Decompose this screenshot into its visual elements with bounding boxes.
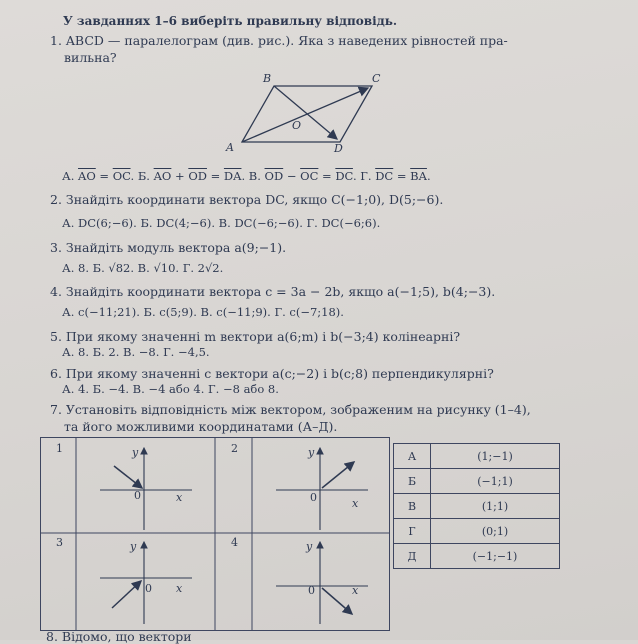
table-row xyxy=(394,519,560,544)
q1-options: А. $\overline{AO} = \overline{OC}$. Б. $\overline{AO} + \overline{OD} = \overline{DA}$. В. $\overline{OD} - \overline{OC} = \overline{DC}$. Г. $\overline{DC} = \overline{BA}$. xyxy=(62,169,431,183)
figure-2-vector xyxy=(268,444,378,532)
q5-options: А. 8. Б. 2. В. −8. Г. −4,5. xyxy=(62,345,210,359)
figure-4-vector xyxy=(268,538,378,626)
figure-3-y-label: y xyxy=(130,540,137,553)
figure-4-y-label: y xyxy=(306,540,313,553)
figure-1-origin: 0 xyxy=(134,489,141,502)
q7-text-line2: та його можливими координатами (А–Д). xyxy=(64,419,338,434)
figure-1-x-label: x xyxy=(176,491,183,504)
figure-4-number: 4 xyxy=(231,536,238,549)
q3-text: 3. Знайдіть модуль вектора a(9;−1). xyxy=(50,240,287,255)
q7-text-line1: 7. Установіть відповідність між вектором, зображеним на рисунку (1–4), xyxy=(50,402,531,417)
parallelogram-figure xyxy=(220,70,420,160)
q2-options: А. DC(6;−6). Б. DC(4;−6). В. DC(−6;−6). Г. DC(−6;6). xyxy=(62,216,381,230)
table-value: (−1;−1) xyxy=(431,544,560,569)
vertex-label-c: C xyxy=(372,72,381,85)
q5-text: 5. При якому значенні m вектори a(6;m) і b(−3;4) колінеарні? xyxy=(50,329,461,344)
figure-4-x-label: x xyxy=(352,584,359,597)
figure-3-origin: 0 xyxy=(145,582,152,595)
table-value: (0;1) xyxy=(431,519,560,544)
figure-2-y-label: y xyxy=(308,446,315,459)
q4-text: 4. Знайдіть координати вектора c = 3a − 2b, якщо a(−1;5), b(4;−3). xyxy=(50,284,496,299)
q6-options: А. 4. Б. −4. В. −4 або 4. Г. −8 або 8. xyxy=(62,382,279,396)
figure-3-x-label: x xyxy=(176,582,183,595)
figure-3-number: 3 xyxy=(56,536,63,549)
table-row xyxy=(394,544,560,569)
vertex-label-b: B xyxy=(263,72,272,85)
q2-text: 2. Знайдіть координати вектора DC, якщо C(−1;0), D(5;−6). xyxy=(50,192,444,207)
q8-partial-text: 8. Відомо, що вектори xyxy=(46,629,192,644)
coordinates-answer-table xyxy=(393,443,560,569)
table-key: Д xyxy=(394,544,431,569)
table-row xyxy=(394,494,560,519)
figure-2-x-label: x xyxy=(352,497,359,510)
q3-options: А. 8. Б. √82. В. √10. Г. 2√2. xyxy=(62,261,224,275)
table-value: (1;1) xyxy=(431,494,560,519)
q4-options: А. c(−11;21). Б. c(5;9). В. c(−11;9). Г. c(−7;18). xyxy=(62,305,344,319)
q1-text-line2: вильна? xyxy=(64,50,117,65)
table-key: А xyxy=(394,444,431,469)
vertex-label-a: A xyxy=(226,141,234,154)
figure-1-number: 1 xyxy=(56,442,63,455)
instructions-header: У завданнях 1–6 виберіть правильну відповідь. xyxy=(63,14,398,28)
table-value: (1;−1) xyxy=(431,444,560,469)
figure-1-y-label: y xyxy=(132,446,139,459)
table-row xyxy=(394,444,560,469)
figure-4-origin: 0 xyxy=(308,584,315,597)
table-key: В xyxy=(394,494,431,519)
q6-text: 6. При якому значенні c вектори a(c;−2) і b(c;8) перпендикулярні? xyxy=(50,366,494,381)
figure-1-vector xyxy=(92,444,202,532)
figure-2-number: 2 xyxy=(231,442,238,455)
table-key: Б xyxy=(394,469,431,494)
table-key: Г xyxy=(394,519,431,544)
center-label-o: O xyxy=(292,119,302,132)
q1-text-line1: 1. ABCD — паралелограм (див. рис.). Яка з наведених рівностей пра- xyxy=(50,33,508,48)
table-value: (−1;1) xyxy=(431,469,560,494)
table-row xyxy=(394,469,560,494)
vertex-label-d: D xyxy=(334,142,343,155)
figure-2-origin: 0 xyxy=(310,491,317,504)
